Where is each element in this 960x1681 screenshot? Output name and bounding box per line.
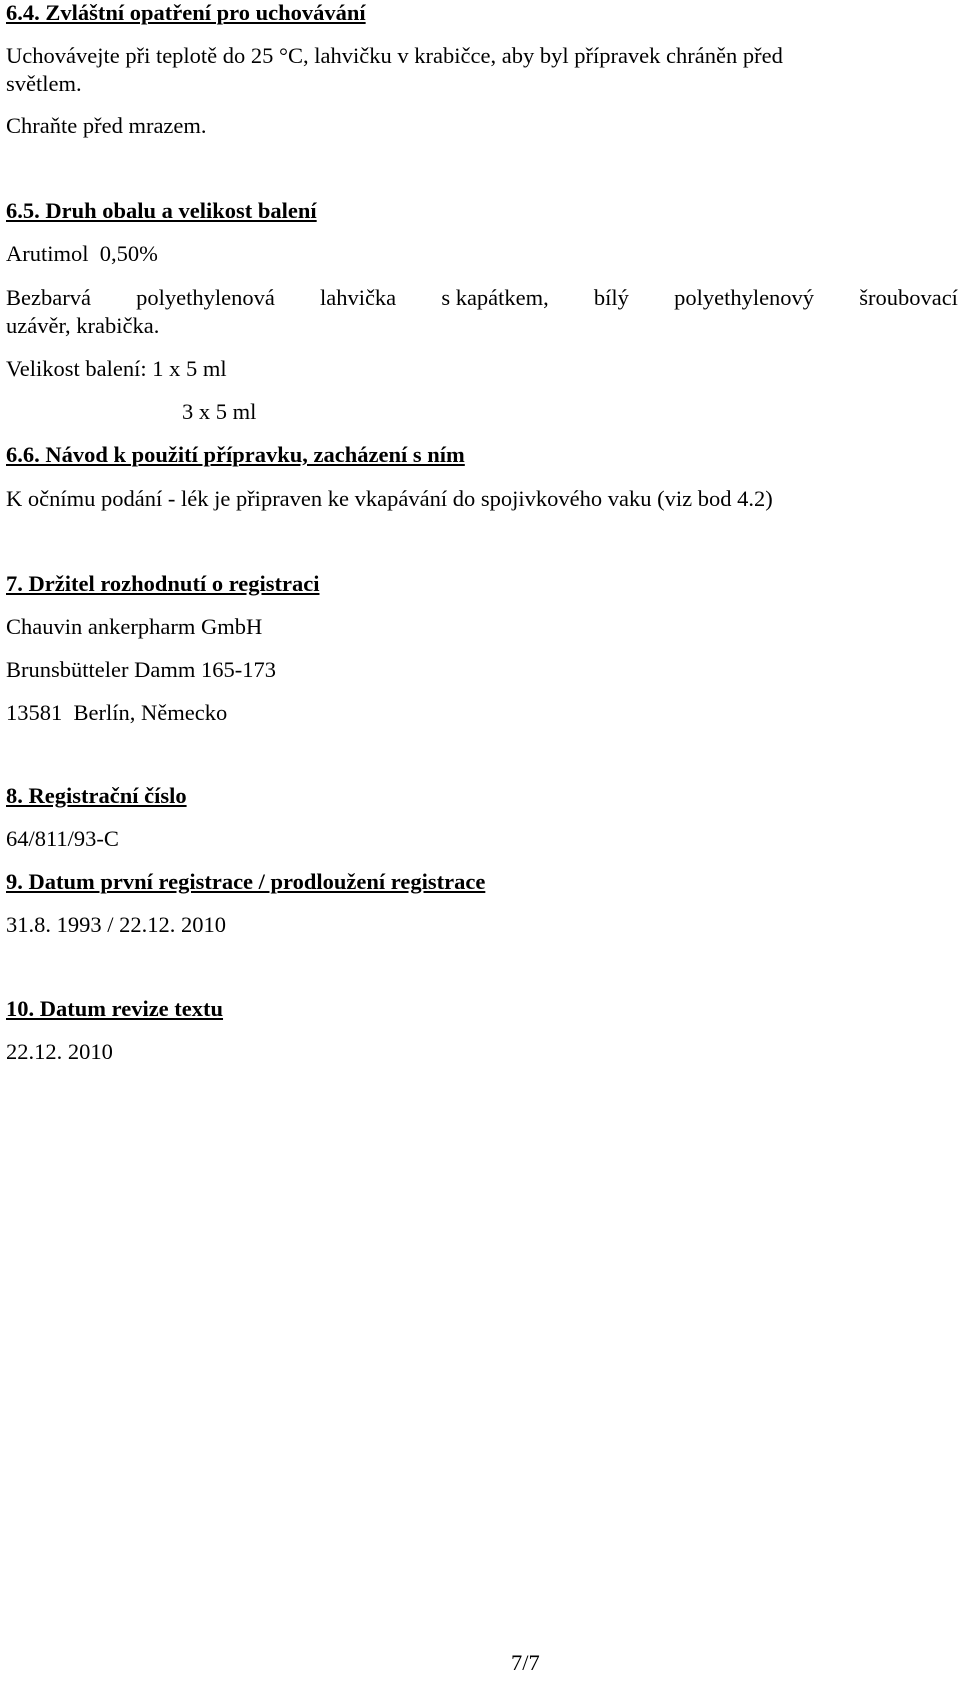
page-number: 7/7 (511, 1650, 540, 1675)
pack-size-line2: 3 x 5 ml (182, 399, 257, 424)
desc-word: lahvička (319, 285, 397, 310)
usage-instructions: K očnímu podání - lék je připraven ke vkapávání do spojivkového vaku (viz bod 4.2) (6, 486, 773, 511)
section-6-6-heading: 6.6. Návod k použití přípravku, zacházení s ním (6, 442, 465, 467)
section-9-heading: 9. Datum první registrace / prodloužení registrace (6, 869, 486, 894)
desc-word: s kapátkem, (441, 285, 549, 310)
storage-text-line1: Uchovávejte při teplotě do 25 °C, lahvičku v krabičce, aby byl přípravek chráněn před (6, 43, 783, 68)
desc-word: Bezbarvá (6, 285, 91, 310)
holder-name: Chauvin ankerpharm GmbH (6, 614, 263, 639)
desc-word: polyethylenový (674, 285, 815, 310)
section-6-5-heading: 6.5. Druh obalu a velikost balení (6, 198, 317, 223)
revision-date: 22.12. 2010 (6, 1039, 113, 1064)
pack-size-line1: Velikost balení: 1 x 5 ml (6, 356, 227, 381)
desc-word: polyethylenová (136, 285, 275, 310)
container-description-line2: uzávěr, krabička. (6, 313, 160, 338)
holder-street: Brunsbütteler Damm 165-173 (6, 657, 276, 682)
section-6-4-heading: 6.4. Zvláštní opatření pro uchovávání (6, 0, 366, 25)
container-description-line1 (6, 285, 958, 311)
frost-protection-text: Chraňte před mrazem. (6, 113, 207, 138)
registration-number: 64/811/93-C (6, 826, 119, 851)
section-10-heading: 10. Datum revize textu (6, 996, 224, 1021)
product-name: Arutimol 0,50% (6, 241, 158, 266)
section-8-heading: 8. Registrační číslo (6, 783, 187, 808)
holder-city: 13581 Berlín, Německo (6, 700, 228, 725)
storage-text-line2: světlem. (6, 71, 82, 96)
section-7-heading: 7. Držitel rozhodnutí o registraci (6, 571, 320, 596)
desc-word: bílý (593, 285, 629, 310)
registration-dates: 31.8. 1993 / 22.12. 2010 (6, 912, 227, 937)
desc-word: šroubovací (859, 285, 958, 310)
